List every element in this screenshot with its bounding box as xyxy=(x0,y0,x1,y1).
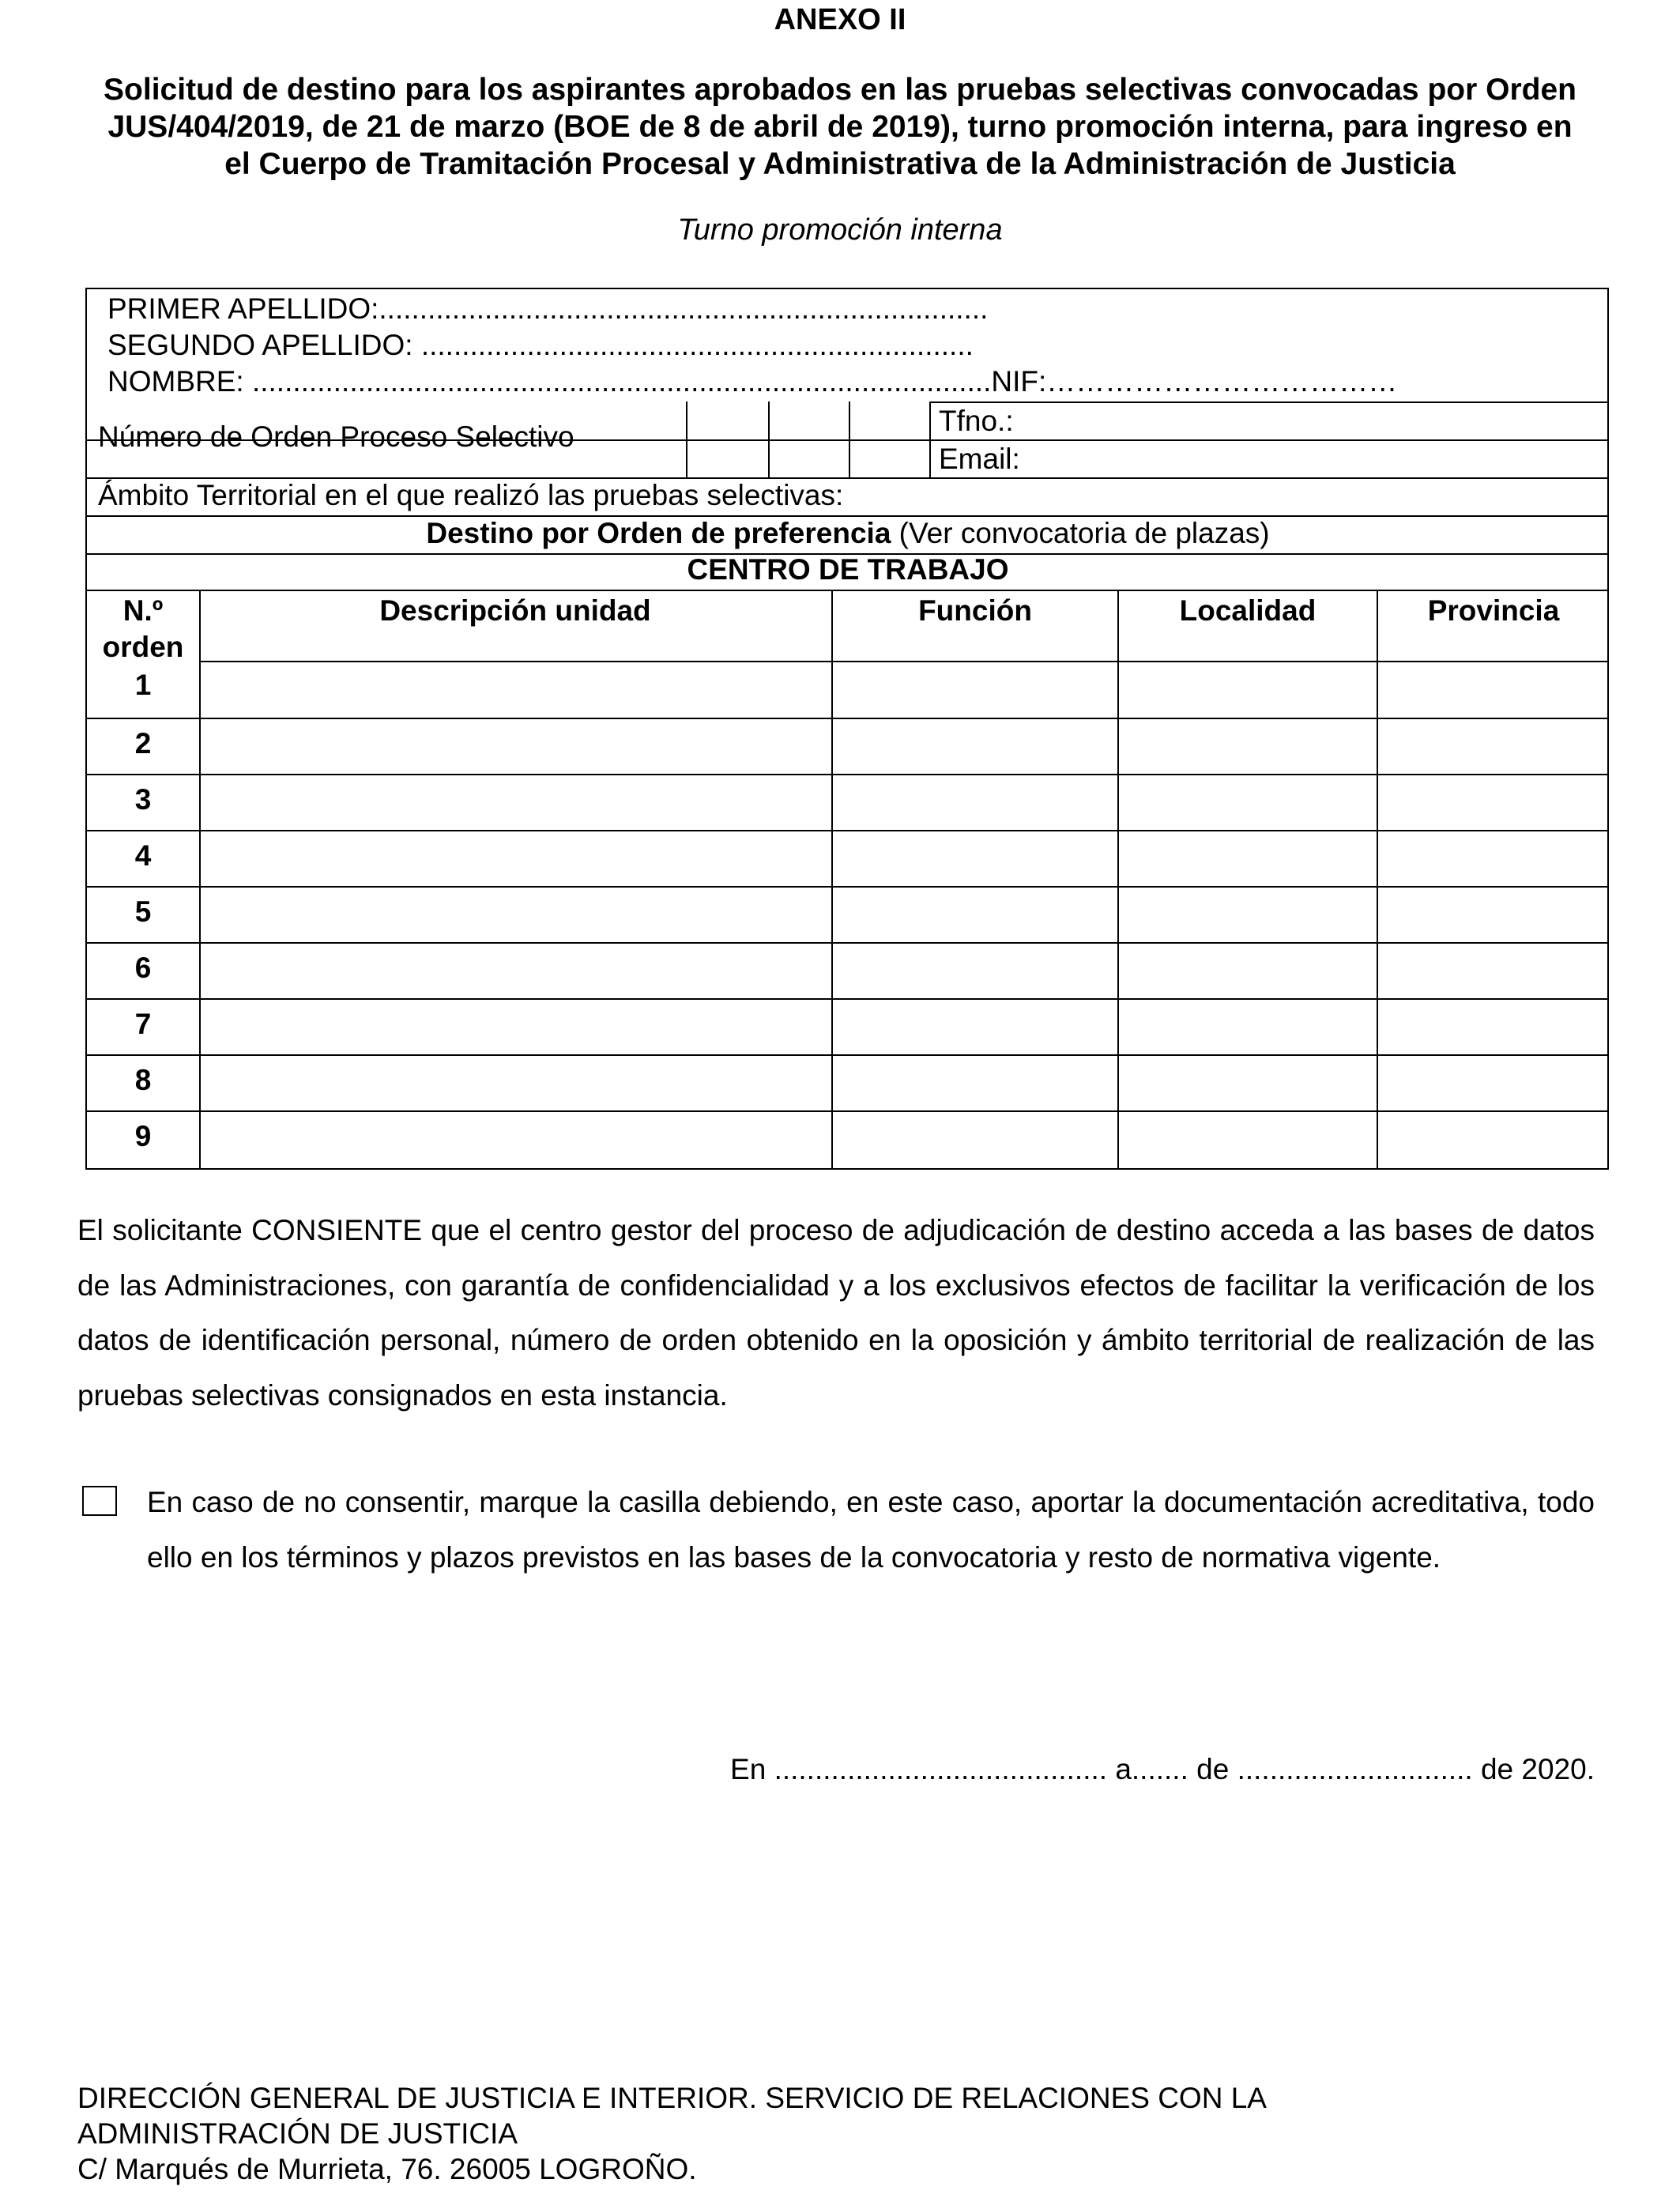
ambito-territorial-field[interactable]: Ámbito Territorial en el que realizó las pruebas selectivas: xyxy=(98,479,844,511)
column-divider xyxy=(1117,590,1119,1170)
row-divider xyxy=(87,1054,1609,1056)
numero-orden-label: Número de Orden Proceso Selectivo xyxy=(98,420,574,453)
footer-line: C/ Marqués de Murrieta, 76. 26005 LOGROÑO. xyxy=(77,2153,697,2185)
date-place-line[interactable]: En ......................................... a....... de ............................. de 2020. xyxy=(730,1753,1595,1785)
title-line: el Cuerpo de Tramitación Procesal y Administrativa de la Administración de Justicia xyxy=(224,147,1456,181)
row-divider xyxy=(87,718,1609,719)
column-divider xyxy=(199,590,201,1170)
row-number: 3 xyxy=(134,783,152,816)
title-line: Solicitud de destino para los aspirantes aprobados en las pruebas selectivas convocadas por Orden xyxy=(104,73,1576,107)
subtitle: Turno promoción interna xyxy=(677,213,1003,247)
row-divider xyxy=(87,774,1609,775)
row-divider xyxy=(201,661,1609,662)
segundo-apellido-field[interactable]: SEGUNDO APELLIDO: .................................................................... xyxy=(107,329,974,361)
row-divider xyxy=(87,1110,1609,1112)
column-divider xyxy=(831,590,833,1170)
col-provincia: Provincia xyxy=(1427,594,1560,627)
divider xyxy=(87,590,1609,591)
orden-digit-box-1[interactable] xyxy=(687,403,767,476)
email-field[interactable]: Email: xyxy=(939,443,1020,475)
column-divider xyxy=(1377,590,1378,1170)
footer-line: DIRECCIÓN GENERAL DE JUSTICIA E INTERIOR. SERVICIO DE RELACIONES CON LA xyxy=(77,2082,1267,2114)
document-title xyxy=(77,71,1603,183)
row-number: 1 xyxy=(134,669,152,701)
centro-trabajo-heading: CENTRO DE TRABAJO xyxy=(687,553,1009,586)
col-funcion: Función xyxy=(918,594,1032,627)
divider xyxy=(929,401,1609,403)
no-consent-text: En caso de no consentir, marque la casilla debiendo, en este caso, aportar la documentación acreditativa, todo ello en los términos y plazos previstos en las bases de la convocatoria y resto de normativa vigente. xyxy=(147,1486,1595,1574)
orden-digit-box-3[interactable] xyxy=(850,403,928,476)
row-number: 4 xyxy=(134,839,152,872)
consent-paragraph: El solicitante CONSIENTE que el centro gestor del proceso de adjudicación de destino acceda a las bases de datos de las Administraciones, con garantía de confidencialidad y a los exclusivos efectos de facilitar la verificación de los datos de identificación personal, número de orden obtenido en la oposición y ámbito territorial de realización de las pruebas selectivas consignados en esta instancia. xyxy=(77,1214,1595,1412)
destino-note: (Ver convocatoria de plazas) xyxy=(891,517,1270,549)
col-descripcion: Descripción unidad xyxy=(379,594,651,627)
row-divider xyxy=(87,886,1609,888)
col-localidad: Localidad xyxy=(1179,594,1317,627)
nombre-nif-field[interactable]: NOMBRE: ...........................................................................................NIF:……………………………… xyxy=(107,365,1398,398)
row-number: 9 xyxy=(134,1120,152,1152)
row-number: 5 xyxy=(134,895,152,928)
orden-digit-box-2[interactable] xyxy=(770,403,847,476)
footer-address xyxy=(77,2080,1603,2187)
primer-apellido-field[interactable]: PRIMER APELLIDO:........................................................................... xyxy=(107,292,989,325)
title-line: JUS/404/2019, de 21 de marzo (BOE de 8 de abril de 2019), turno promoción interna, para ingreso en xyxy=(107,110,1573,144)
row-divider xyxy=(87,830,1609,831)
row-number: 6 xyxy=(134,952,152,984)
col-n-orden-line: N.º xyxy=(122,594,164,627)
tfno-field[interactable]: Tfno.: xyxy=(939,405,1014,437)
footer-line: ADMINISTRACIÓN DE JUSTICIA xyxy=(77,2117,518,2150)
row-number: 2 xyxy=(134,727,152,760)
row-number: 7 xyxy=(134,1008,152,1040)
destino-heading xyxy=(87,517,1609,550)
col-n-orden xyxy=(87,593,199,665)
application-form xyxy=(85,288,1609,1170)
destino-bold: Destino por Orden de preferencia xyxy=(426,517,891,549)
row-number: 8 xyxy=(134,1064,152,1096)
row-divider xyxy=(87,942,1609,944)
no-consent-checkbox[interactable] xyxy=(82,1486,117,1516)
divider xyxy=(929,401,931,477)
row-divider xyxy=(87,998,1609,1000)
col-n-orden-line: orden xyxy=(102,631,184,663)
annex-heading: ANEXO II xyxy=(774,3,906,36)
